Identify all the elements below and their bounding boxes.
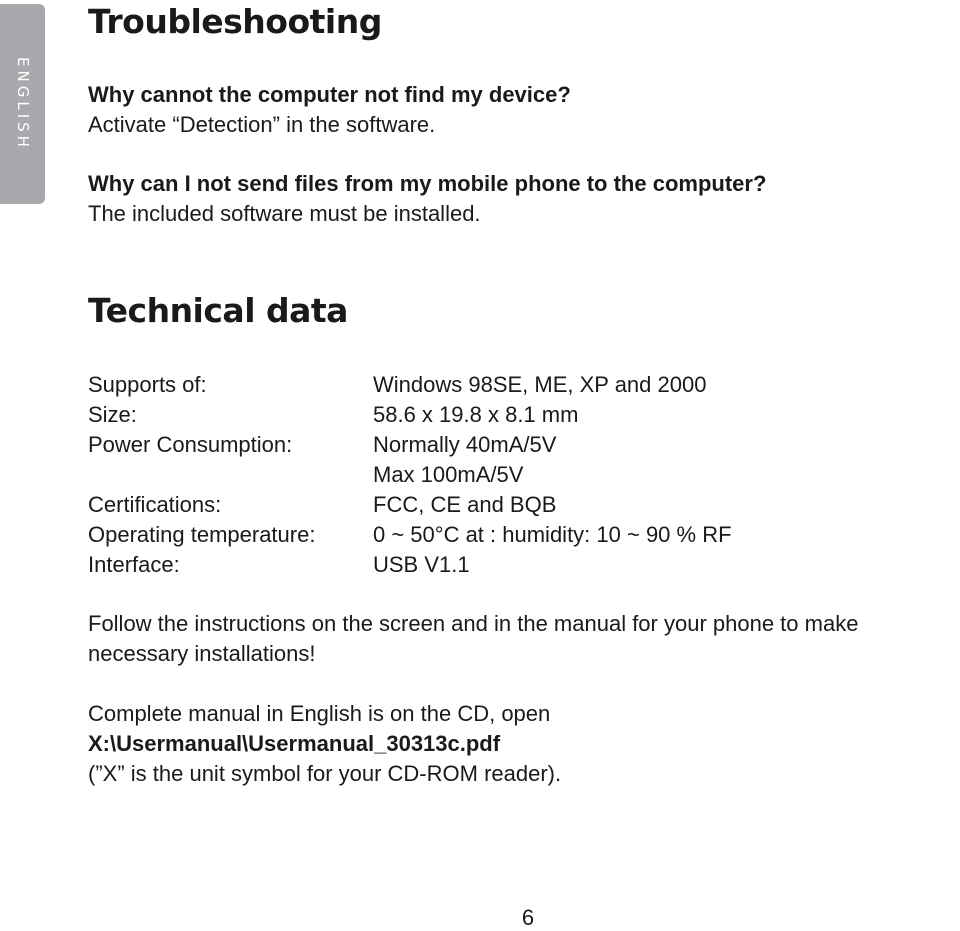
spec-value: Max 100mA/5V [373,462,524,487]
spec-label: Interface: [88,552,180,577]
spec-value: USB V1.1 [373,552,470,577]
faq-answer: The included software must be installed. [88,201,481,226]
language-tab [0,4,45,204]
faq-answer: Activate “Detection” in the software. [88,112,436,137]
spec-value: Windows 98SE, ME, XP and 2000 [373,372,707,397]
faq-item [88,80,571,140]
manual-note: (”X” is the unit symbol for your CD-ROM reader). [88,761,562,786]
language-tab-label: ENGLISH [13,57,32,151]
manual-file-path: X:\Usermanual\Usermanual_30313c.pdf [88,731,501,756]
spec-value: FCC, CE and BQB [373,492,557,517]
instruction-line: Follow the instructions on the screen and in the manual for your phone to make [88,611,859,636]
spec-label: Power Consumption: [88,432,293,457]
page-number: 6 [521,905,535,930]
spec-label: Size: [88,402,137,427]
faq-question: Why can I not send files from my mobile phone to the computer? [88,171,767,196]
faq-question: Why cannot the computer not find my device? [88,82,571,107]
spec-value: Normally 40mA/5V [373,432,557,457]
manual-intro: Complete manual in English is on the CD, open [88,701,551,726]
manual-location [88,699,561,789]
faq-item [88,169,766,229]
spec-label: Supports of: [88,372,207,397]
installation-instructions [88,609,960,669]
instruction-line: necessary installations! [88,641,316,666]
spec-label: Operating temperature: [88,522,316,547]
spec-row [88,520,732,550]
spec-row [88,400,732,430]
spec-label: Certifications: [88,492,222,517]
spec-table [88,370,732,580]
troubleshooting-heading: Troubleshooting [88,2,382,41]
spec-row [88,430,732,490]
spec-row [88,490,732,520]
spec-value: 58.6 x 19.8 x 8.1 mm [373,402,579,427]
spec-value: 0 ~ 50°C at : humidity: 10 ~ 90 % RF [373,522,732,547]
spec-row [88,370,732,400]
technical-data-heading: Technical data [88,291,348,330]
spec-row [88,550,732,580]
